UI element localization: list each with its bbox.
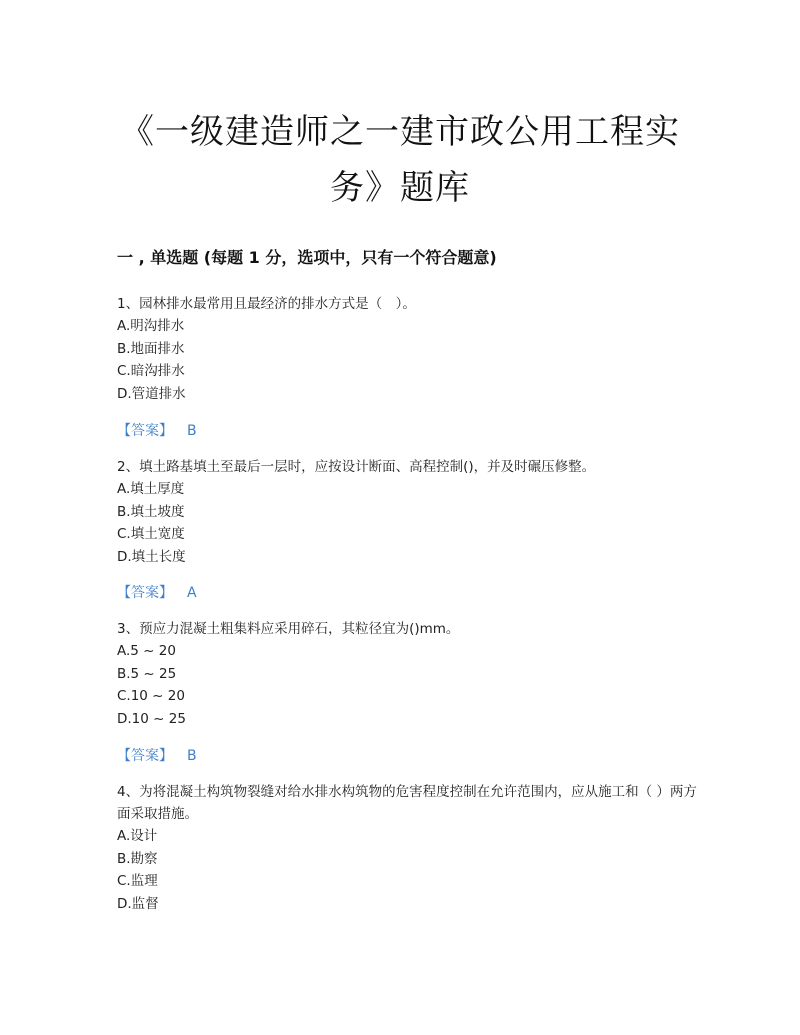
option-c: C.监理	[117, 873, 158, 889]
document-title-line-1: 《一级建造师之一建市政公用工程实	[120, 112, 680, 152]
section-heading: 一 , 单选题 (每题 1 分，选项中，只有一个符合题意)	[117, 248, 497, 267]
question-1	[117, 293, 697, 405]
answer-letter: A	[187, 585, 197, 601]
answer-label: 【答案】	[117, 423, 173, 439]
answer-label: 【答案】	[117, 585, 173, 601]
option-d: D.监督	[117, 895, 159, 912]
option-c: C.填土宽度	[117, 526, 185, 542]
document-title-line-2: 务》题库	[330, 168, 470, 208]
option-d: D.管道排水	[117, 385, 186, 402]
question-3	[117, 618, 697, 730]
document-title	[100, 104, 700, 216]
question-stem: 3、预应力混凝土粗集料应采用碎石，其粒径宜为()mm。	[117, 621, 460, 637]
answer-letter: B	[187, 423, 197, 439]
option-c: C.10 ~ 20	[117, 688, 185, 704]
question-2	[117, 456, 697, 568]
option-a: A.填土厚度	[117, 481, 185, 497]
option-a: A.5 ~ 20	[117, 643, 176, 659]
question-stem: 1、园林排水最常用且最经济的排水方式是（ ）。	[117, 296, 416, 312]
option-d: D.填土长度	[117, 548, 186, 565]
option-b: B.填土坡度	[117, 503, 185, 520]
answer-letter: B	[187, 748, 197, 764]
option-b: B.5 ~ 25	[117, 665, 177, 682]
question-4	[117, 781, 697, 915]
question-stem: 2、填土路基填土至最后一层时，应按设计断面、高程控制()，并及时碾压修整。	[117, 459, 596, 475]
answer-2	[117, 582, 197, 602]
option-b: B.地面排水	[117, 340, 185, 357]
answer-1	[117, 420, 197, 440]
option-d: D.10 ~ 25	[117, 710, 186, 727]
question-stem: 4、为将混凝土构筑物裂缝对给水排水构筑物的危害程度控制在允许范围内，应从施工和（ ）两方面采取措施。	[117, 784, 697, 822]
answer-label: 【答案】	[117, 748, 173, 764]
option-c: C.暗沟排水	[117, 363, 185, 379]
answer-3	[117, 745, 197, 765]
option-a: A.明沟排水	[117, 318, 185, 334]
option-b: B.勘察	[117, 850, 158, 867]
option-a: A.设计	[117, 828, 158, 844]
